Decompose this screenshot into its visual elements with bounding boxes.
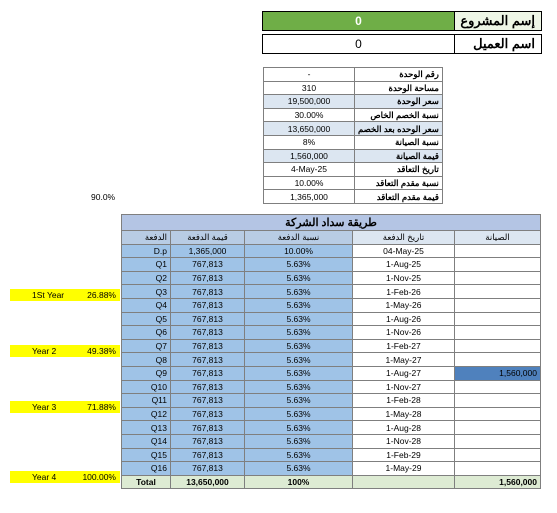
year-marker-label: Year 3 — [32, 402, 57, 412]
year-marker-percent: 49.38% — [87, 346, 116, 356]
payment-cell-payment[interactable]: Q10 — [122, 380, 171, 394]
payment-cell-date[interactable]: 1-May-29 — [353, 462, 455, 476]
payment-row — [122, 380, 541, 394]
payment-cell-percent[interactable]: 5.63% — [245, 298, 353, 312]
payment-cell-payment[interactable]: Q7 — [122, 339, 171, 353]
payment-cell-maintenance[interactable] — [455, 380, 541, 394]
payment-cell-payment[interactable]: Q1 — [122, 258, 171, 272]
unit-info-row — [264, 68, 443, 82]
unit-info-row — [264, 190, 443, 204]
payment-cell-percent[interactable]: 5.63% — [245, 271, 353, 285]
payment-row — [122, 366, 541, 380]
payment-cell-amount[interactable]: 767,813 — [171, 285, 245, 299]
payment-cell-amount[interactable]: 767,813 — [171, 271, 245, 285]
payment-cell-percent[interactable]: 5.63% — [245, 326, 353, 340]
unit-info-row — [264, 108, 443, 122]
year-marker-label: Year 2 — [32, 346, 57, 356]
unit-info-label: سعر الوحدة — [355, 95, 443, 109]
payment-cell-date[interactable]: 1-Feb-28 — [353, 394, 455, 408]
unit-info-value[interactable]: 19,500,000 — [264, 95, 355, 109]
payment-row — [122, 298, 541, 312]
payment-cell-maintenance[interactable] — [455, 326, 541, 340]
payment-cell-percent[interactable]: 5.63% — [245, 448, 353, 462]
col-header-date: تاريخ الدفعة — [353, 231, 455, 245]
payment-cell-maintenance[interactable] — [455, 407, 541, 421]
payment-cell-date[interactable]: 1-May-26 — [353, 298, 455, 312]
payment-row — [122, 353, 541, 367]
total-cell-date[interactable] — [353, 475, 455, 489]
payment-cell-maintenance[interactable] — [455, 244, 541, 258]
payment-cell-payment[interactable]: Q12 — [122, 407, 171, 421]
payment-cell-amount[interactable]: 767,813 — [171, 421, 245, 435]
payment-cell-date[interactable]: 1-Feb-29 — [353, 448, 455, 462]
payment-cell-percent[interactable]: 5.63% — [245, 339, 353, 353]
total-cell-maintenance[interactable]: 1,560,000 — [455, 475, 541, 489]
payment-cell-percent[interactable]: 5.63% — [245, 380, 353, 394]
unit-info-value[interactable]: 30.00% — [264, 108, 355, 122]
payment-cell-date[interactable]: 1-Nov-27 — [353, 380, 455, 394]
payment-row — [122, 434, 541, 448]
payment-cell-date[interactable]: 1-Nov-25 — [353, 271, 455, 285]
unit-info-label: رقم الوحدة — [355, 68, 443, 82]
payment-cell-maintenance[interactable]: 1,560,000 — [455, 366, 541, 380]
payment-cell-payment[interactable]: Q16 — [122, 462, 171, 476]
unit-info-label: قيمة الصيانة — [355, 149, 443, 163]
payment-cell-date[interactable]: 1-Nov-28 — [353, 434, 455, 448]
total-cell-payment[interactable]: Total — [122, 475, 171, 489]
unit-info-value[interactable]: 1,560,000 — [264, 149, 355, 163]
year-marker-percent: 100.00% — [82, 472, 116, 482]
payment-cell-percent[interactable]: 5.63% — [245, 394, 353, 408]
payment-plan-title-row — [122, 215, 541, 231]
payment-cell-maintenance[interactable] — [455, 285, 541, 299]
payment-row — [122, 394, 541, 408]
client-row — [262, 34, 542, 54]
payment-cell-percent[interactable]: 5.63% — [245, 434, 353, 448]
col-header-amount: قيمة الدفعة — [171, 231, 245, 245]
year-marker-1 — [10, 289, 120, 301]
payment-cell-amount[interactable]: 767,813 — [171, 298, 245, 312]
payment-row — [122, 271, 541, 285]
project-label: إسم المشروع — [455, 11, 542, 31]
payment-cell-amount[interactable]: 767,813 — [171, 380, 245, 394]
unit-info-row — [264, 149, 443, 163]
payment-cell-payment[interactable]: D.p — [122, 244, 171, 258]
payment-plan-title: طريقة سداد الشركة — [122, 215, 541, 231]
payment-cell-payment[interactable]: Q5 — [122, 312, 171, 326]
unit-info-value[interactable]: 1,365,000 — [264, 190, 355, 204]
unit-info-label: سعر الوحده بعد الخصم — [355, 122, 443, 136]
payment-cell-amount[interactable]: 1,365,000 — [171, 244, 245, 258]
payment-cell-date[interactable]: 04-May-25 — [353, 244, 455, 258]
unit-info-label: تاريخ التعاقد — [355, 163, 443, 177]
payment-cell-payment[interactable]: Q9 — [122, 366, 171, 380]
unit-info-label: نسبة الصيانة — [355, 135, 443, 149]
payment-cell-maintenance[interactable] — [455, 298, 541, 312]
payment-cell-date[interactable]: 1-Feb-26 — [353, 285, 455, 299]
payment-cell-percent[interactable]: 10.00% — [245, 244, 353, 258]
payment-cell-maintenance[interactable] — [455, 421, 541, 435]
col-header-payment: الدفعة — [122, 231, 171, 245]
payment-cell-maintenance[interactable] — [455, 271, 541, 285]
payment-row — [122, 421, 541, 435]
unit-info-label: مساحة الوحدة — [355, 81, 443, 95]
unit-info-label: نسبة مقدم التعاقد — [355, 176, 443, 190]
side-percent: 90.0% — [91, 192, 116, 202]
payment-cell-maintenance[interactable] — [455, 258, 541, 272]
payment-row — [122, 462, 541, 476]
project-value-cell[interactable]: 0 — [262, 11, 455, 31]
payment-row — [122, 407, 541, 421]
payment-cell-amount[interactable]: 767,813 — [171, 394, 245, 408]
payment-cell-payment[interactable]: Q4 — [122, 298, 171, 312]
payment-cell-percent[interactable]: 5.63% — [245, 421, 353, 435]
payment-row — [122, 312, 541, 326]
unit-info-row — [264, 163, 443, 177]
payment-cell-amount[interactable]: 767,813 — [171, 366, 245, 380]
payment-cell-percent[interactable]: 5.63% — [245, 407, 353, 421]
unit-info-value[interactable]: 13,650,000 — [264, 122, 355, 136]
payment-cell-payment[interactable]: Q14 — [122, 434, 171, 448]
col-header-percent: نسبة الدفعة — [245, 231, 353, 245]
payment-cell-payment[interactable]: Q8 — [122, 353, 171, 367]
payment-row — [122, 339, 541, 353]
project-row — [262, 11, 542, 31]
payment-cell-percent[interactable]: 5.63% — [245, 353, 353, 367]
unit-info-label: نسبة الخصم الخاص — [355, 108, 443, 122]
unit-info-row — [264, 122, 443, 136]
year-marker-4 — [10, 471, 120, 483]
unit-info-row — [264, 135, 443, 149]
payment-row — [122, 285, 541, 299]
year-marker-3 — [10, 401, 120, 413]
payment-cell-date[interactable]: 1-Feb-27 — [353, 339, 455, 353]
payment-cell-amount[interactable]: 767,813 — [171, 434, 245, 448]
unit-info-value[interactable]: 10.00% — [264, 176, 355, 190]
client-value-cell[interactable]: 0 — [262, 34, 455, 54]
unit-info-row — [264, 176, 443, 190]
payment-cell-date[interactable]: 1-Nov-26 — [353, 326, 455, 340]
payment-cell-payment[interactable]: Q15 — [122, 448, 171, 462]
payment-total-row — [122, 475, 541, 489]
unit-info-label: قيمة مقدم التعاقد — [355, 190, 443, 204]
payment-row — [122, 258, 541, 272]
payment-cell-maintenance[interactable] — [455, 434, 541, 448]
year-marker-label: Year 4 — [32, 472, 57, 482]
payment-cell-percent[interactable]: 5.63% — [245, 285, 353, 299]
unit-info-value[interactable]: 4-May-25 — [264, 163, 355, 177]
payment-cell-maintenance[interactable] — [455, 448, 541, 462]
payment-row — [122, 448, 541, 462]
payment-cell-amount[interactable]: 767,813 — [171, 326, 245, 340]
unit-info-value[interactable]: 310 — [264, 81, 355, 95]
total-cell-percent[interactable]: 100% — [245, 475, 353, 489]
payment-cell-date[interactable]: 1-Aug-27 — [353, 366, 455, 380]
payment-cell-percent[interactable]: 5.63% — [245, 366, 353, 380]
payment-cell-payment[interactable]: Q6 — [122, 326, 171, 340]
payment-cell-amount[interactable]: 767,813 — [171, 312, 245, 326]
year-marker-label: 1St Year — [32, 290, 65, 300]
year-marker-percent: 71.88% — [87, 402, 116, 412]
payment-cell-date[interactable]: 1-May-27 — [353, 353, 455, 367]
payment-cell-amount[interactable]: 767,813 — [171, 353, 245, 367]
payment-plan-header-row — [122, 231, 541, 245]
payment-cell-payment[interactable]: Q3 — [122, 285, 171, 299]
year-marker-2 — [10, 345, 120, 357]
payment-cell-maintenance[interactable] — [455, 312, 541, 326]
payment-cell-amount[interactable]: 767,813 — [171, 448, 245, 462]
total-cell-amount[interactable]: 13,650,000 — [171, 475, 245, 489]
payment-cell-date[interactable]: 1-May-28 — [353, 407, 455, 421]
payment-cell-percent[interactable]: 5.63% — [245, 462, 353, 476]
payment-row — [122, 326, 541, 340]
payment-cell-maintenance[interactable] — [455, 462, 541, 476]
payment-cell-maintenance[interactable] — [455, 353, 541, 367]
unit-info-value[interactable]: - — [264, 68, 355, 82]
payment-cell-payment[interactable]: Q13 — [122, 421, 171, 435]
payment-cell-amount[interactable]: 767,813 — [171, 258, 245, 272]
payment-cell-amount[interactable]: 767,813 — [171, 339, 245, 353]
payment-cell-amount[interactable]: 767,813 — [171, 407, 245, 421]
col-header-maintenance: الصيانة — [455, 231, 541, 245]
payment-cell-maintenance[interactable] — [455, 394, 541, 408]
payment-plan-table — [121, 214, 541, 489]
payment-cell-date[interactable]: 1-Aug-25 — [353, 258, 455, 272]
unit-info-row — [264, 81, 443, 95]
client-label: اسم العميل — [455, 34, 542, 54]
payment-cell-maintenance[interactable] — [455, 339, 541, 353]
payment-row — [122, 244, 541, 258]
year-marker-percent: 26.88% — [87, 290, 116, 300]
payment-cell-payment[interactable]: Q11 — [122, 394, 171, 408]
unit-info-row — [264, 95, 443, 109]
payment-cell-percent[interactable]: 5.63% — [245, 312, 353, 326]
payment-cell-date[interactable]: 1-Aug-26 — [353, 312, 455, 326]
payment-cell-amount[interactable]: 767,813 — [171, 462, 245, 476]
payment-cell-date[interactable]: 1-Aug-28 — [353, 421, 455, 435]
unit-info-table — [263, 67, 443, 204]
payment-cell-payment[interactable]: Q2 — [122, 271, 171, 285]
unit-info-value[interactable]: 8% — [264, 135, 355, 149]
payment-cell-percent[interactable]: 5.63% — [245, 258, 353, 272]
